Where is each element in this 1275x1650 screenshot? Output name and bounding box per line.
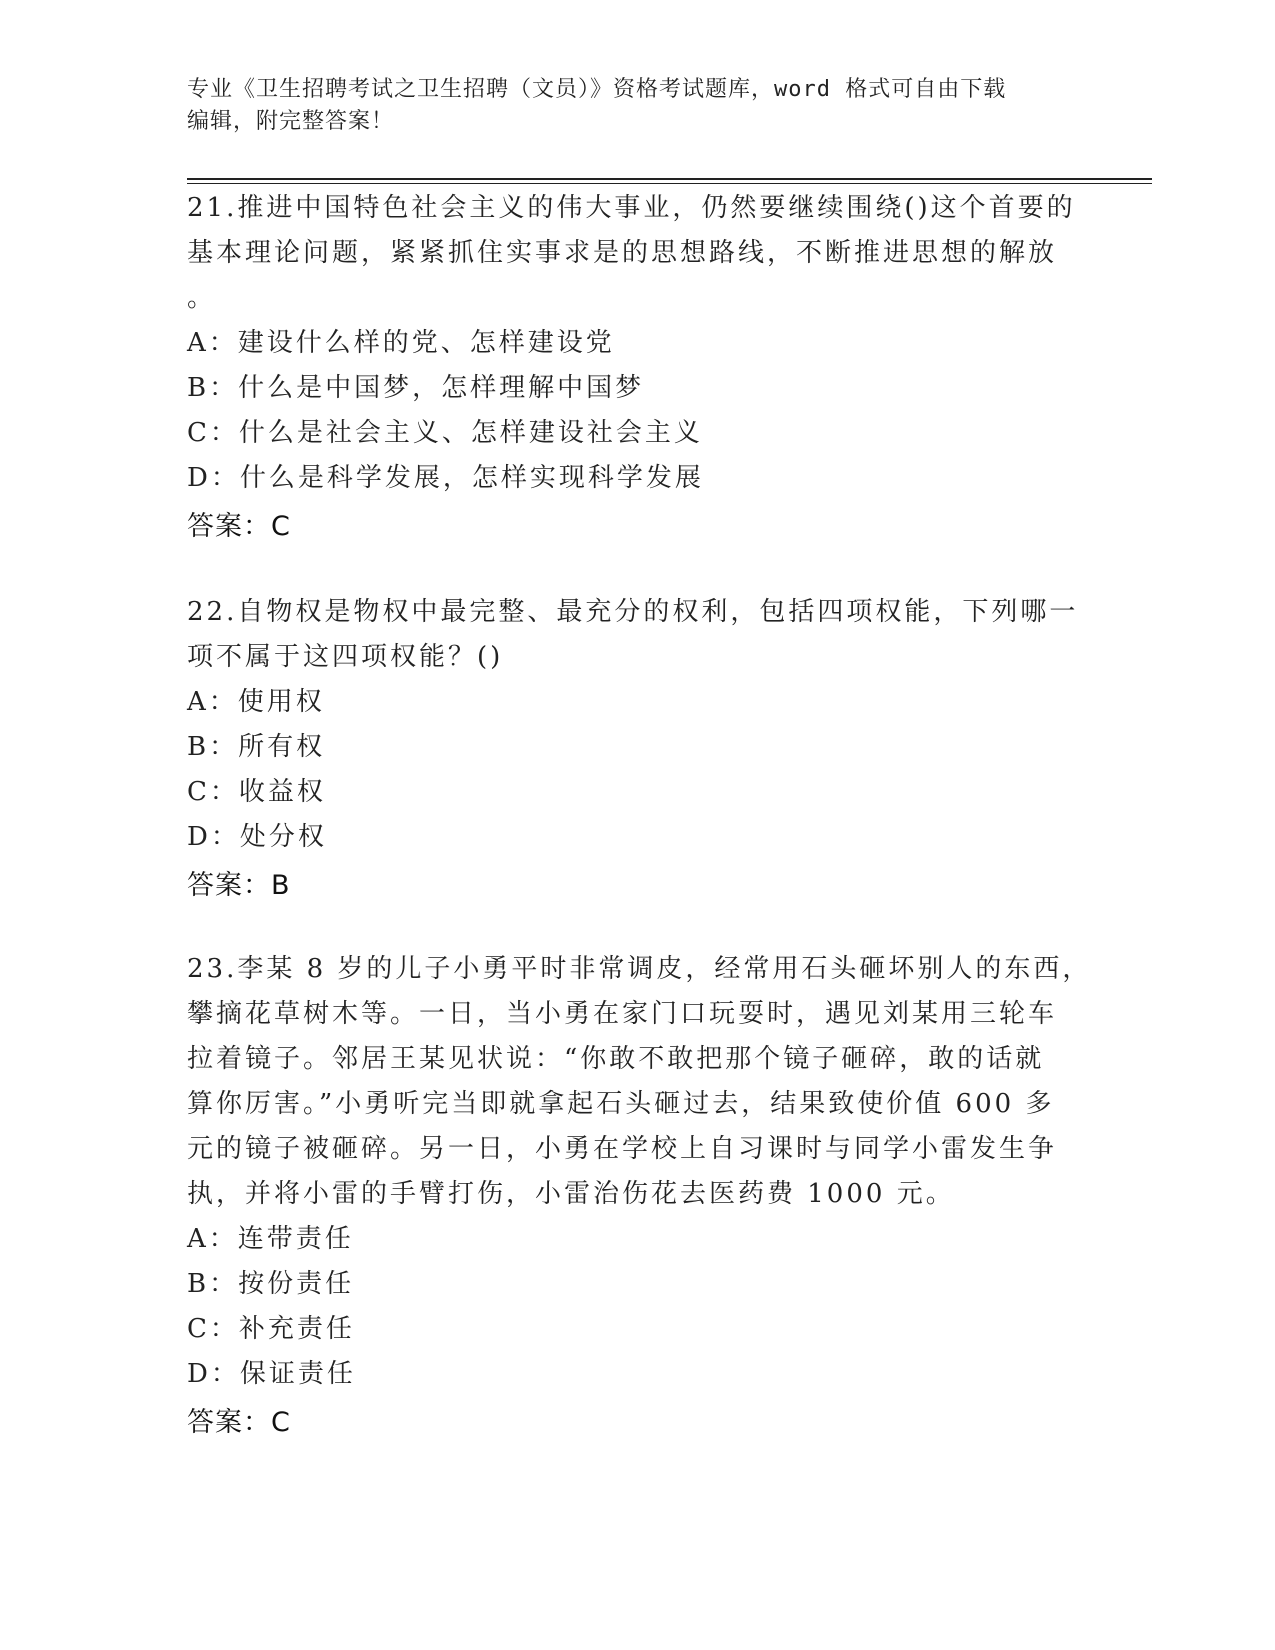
question-stem-line: 项不属于这四项权能？() [187, 642, 504, 672]
header-divider [187, 178, 1152, 184]
option-d: D：什么是科学发展，怎样实现科学发展 [187, 463, 704, 493]
header-line-2: 编辑，附完整答案！ [187, 109, 395, 134]
option-c: C：收益权 [187, 777, 326, 807]
question-stem-line: 执，并将小雷的手臂打伤，小雷治伤花去医药费 1000 元。 [187, 1179, 955, 1209]
answer-label: 答案：C [187, 511, 291, 542]
question-22 [187, 590, 1078, 908]
document-header [187, 74, 1067, 138]
question-21 [187, 186, 1076, 549]
option-a: A：建设什么样的党、怎样建设党 [187, 328, 615, 358]
option-c: C：什么是社会主义、怎样建设社会主义 [187, 418, 703, 448]
question-stem-line: 拉着镜子。邻居王某见状说：“你敢不敢把那个镜子砸碎，敢的话就 [187, 1044, 1045, 1074]
option-a: A：连带责任 [187, 1224, 354, 1254]
question-stem-line: 23.李某 8 岁的儿子小勇平时非常调皮，经常用石头砸坏别人的东西， [187, 954, 1092, 984]
option-b: B：所有权 [187, 732, 326, 762]
question-stem-line: 攀摘花草树木等。一日，当小勇在家门口玩耍时，遇见刘某用三轮车 [187, 999, 1058, 1029]
answer-label: 答案：C [187, 1407, 291, 1438]
question-stem-line: 。 [187, 283, 217, 313]
option-d: D：处分权 [187, 822, 327, 852]
answer-label: 答案：B [187, 870, 291, 901]
question-stem-line: 21.推进中国特色社会主义的伟大事业，仍然要继续围绕()这个首要的 [187, 193, 1076, 223]
question-stem-line: 算你厉害。”小勇听完当即就拿起石头砸过去，结果致使价值 600 多 [187, 1089, 1055, 1119]
option-d: D：保证责任 [187, 1359, 356, 1389]
question-stem-line: 基本理论问题，紧紧抓住实事求是的思想路线，不断推进思想的解放 [187, 238, 1058, 268]
question-23 [187, 947, 1091, 1445]
option-b: B：什么是中国梦，怎样理解中国梦 [187, 373, 645, 403]
option-a: A：使用权 [187, 687, 325, 717]
header-line-1: 专业《卫生招聘考试之卫生招聘（文员）》资格考试题库，word 格式可自由下载 [187, 77, 1007, 102]
option-c: C：补充责任 [187, 1314, 355, 1344]
question-stem-line: 22.自物权是物权中最完整、最充分的权利，包括四项权能，下列哪一 [187, 597, 1079, 627]
option-b: B：按份责任 [187, 1269, 355, 1299]
question-stem-line: 元的镜子被砸碎。另一日，小勇在学校上自习课时与同学小雷发生争 [187, 1134, 1058, 1164]
